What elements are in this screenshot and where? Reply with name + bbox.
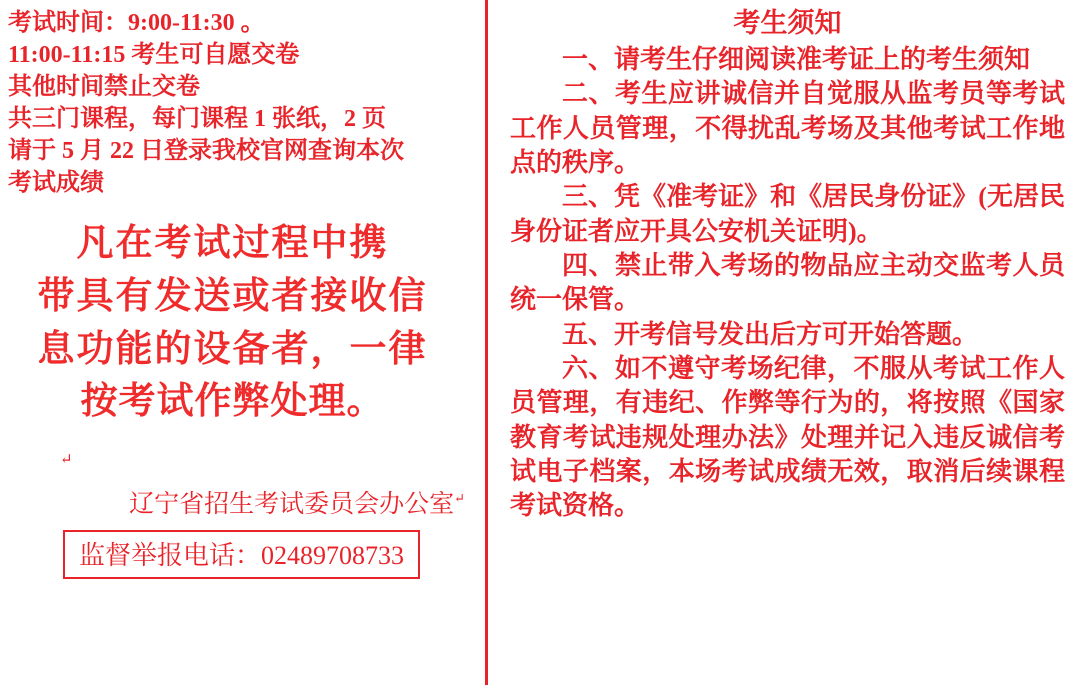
exam-schedule-line: 考试成绩 <box>8 169 104 196</box>
instruction-item: 四、禁止带入考场的物品应主动交监考人员统一保管。 <box>510 250 1065 315</box>
exam-schedule-line: 其他时间禁止交卷 <box>8 73 200 100</box>
report-hotline: 监督举报电话：02489708733 <box>63 530 420 579</box>
instruction-item: 五、开考信号发出后方可开始答题。 <box>562 319 979 349</box>
exam-schedule-line: 共三门课程，每门课程 1 张纸，2 页 <box>8 105 386 132</box>
issuing-office <box>8 484 475 520</box>
warning-banner-line: 凡在考试过程中携 <box>76 221 389 265</box>
hotline-container <box>8 530 475 579</box>
exam-schedule-line: 11:00-11:15 考生可自愿交卷 <box>8 41 300 68</box>
warning-banner <box>8 217 475 427</box>
instructions-title: 考生须知 <box>733 8 842 38</box>
issuing-office-text: 辽宁省招生考试委员会办公室 <box>129 490 455 518</box>
exam-schedule-block <box>8 8 475 199</box>
warning-banner-line: 按考试作弊处理。 <box>80 379 385 423</box>
paragraph-mark: ↵ <box>454 490 465 506</box>
warning-banner-line: 息功能的设备者，一律 <box>37 326 428 370</box>
instruction-item: 二、考生应讲诚信并自觉服从监考员等考试工作人员管理，不得扰乱考场及其他考试工作地点的秩序。 <box>510 79 1065 178</box>
exam-schedule-line: 考试时间：9:00-11:30 。 <box>8 10 265 36</box>
warning-banner-line: 带具有发送或者接收信 <box>37 273 428 317</box>
paragraph-mark: ↵ <box>60 451 73 468</box>
left-notice-panel <box>0 0 488 685</box>
exam-schedule-line: 请于 5 月 22 日登录我校官网查询本次 <box>8 137 404 164</box>
instruction-item: 一、请考生仔细阅读准考证上的考生须知 <box>562 45 1031 75</box>
right-instructions-panel <box>500 0 1071 685</box>
instruction-item: 六、如不遵守考场纪律，不服从考试工作人员管理，有违纪、作弊等行为的，将按照《国家教育考试违规处理办法》处理并记入违反诚信考试电子档案，本场考试成绩无效，取消后续课程考试资格。 <box>510 353 1065 521</box>
instruction-item: 三、凭《准考证》和《居民身份证》(无居民身份证者应开具公安机关证明)。 <box>510 182 1065 246</box>
instructions-body <box>510 43 1065 523</box>
